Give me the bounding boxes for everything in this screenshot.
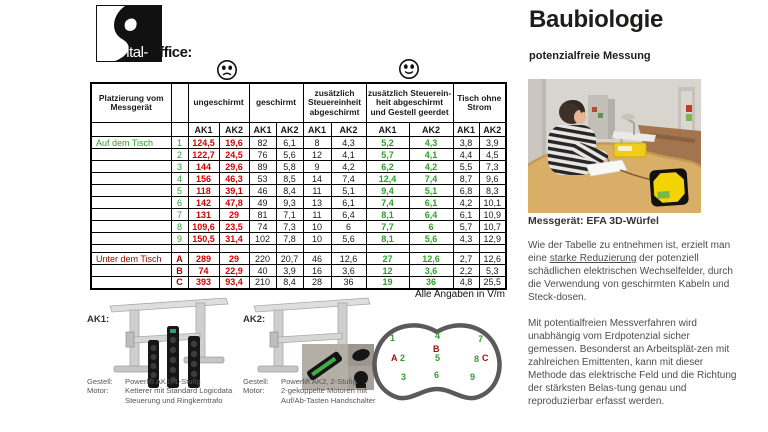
value-cell: 12 [366, 265, 409, 277]
table-spacer-row [91, 245, 506, 253]
table-row [91, 209, 506, 221]
value-cell: 4,3 [453, 233, 479, 245]
value-cell: 24,5 [219, 149, 249, 161]
happy-face-icon [398, 58, 420, 80]
value-cell: 6,1 [409, 197, 453, 209]
value-cell: 124,5 [188, 137, 219, 149]
table-row [91, 137, 506, 149]
table-row [91, 185, 506, 197]
ak2-spec [243, 377, 378, 405]
table-row [91, 149, 506, 161]
table-row [91, 161, 506, 173]
value-cell: 6,2 [366, 161, 409, 173]
page-subtitle: potenzialfreie Messung [529, 50, 651, 62]
value-cell: 81 [249, 209, 276, 221]
empty-cell [219, 245, 249, 253]
value-cell: 10 [303, 221, 331, 233]
value-cell: 122,7 [188, 149, 219, 161]
ak2-label: AK2: [243, 314, 266, 325]
value-cell: 12,6 [331, 253, 366, 265]
subheader-cell: AK2 [331, 123, 366, 137]
group-header-tisch-ohne-strom: Tisch ohne Strom [453, 83, 506, 123]
value-cell: 7,3 [276, 221, 303, 233]
value-cell: 220 [249, 253, 276, 265]
measurement-table-grid [90, 82, 507, 290]
position-cell: A [171, 253, 188, 265]
position-cell: B [171, 265, 188, 277]
position-marker-7: 7 [478, 334, 484, 344]
table-row [91, 253, 506, 265]
section-label-cell: Auf dem Tisch [91, 137, 171, 149]
value-cell: 8,5 [276, 173, 303, 185]
value-cell: 47,8 [219, 197, 249, 209]
value-cell: 6,1 [453, 209, 479, 221]
value-cell: 4,2 [331, 161, 366, 173]
desk-position-diagram [366, 316, 508, 412]
value-cell: 4,1 [409, 149, 453, 161]
value-cell: 3,8 [453, 137, 479, 149]
value-cell: 40 [249, 265, 276, 277]
subheader-cell: AK1 [303, 123, 331, 137]
value-cell: 5,1 [331, 185, 366, 197]
value-cell: 31,4 [219, 233, 249, 245]
position-cell: 2 [171, 149, 188, 161]
value-cell: 76 [249, 149, 276, 161]
value-cell: 4,2 [409, 161, 453, 173]
paragraph-1-underlined: starke Reduzierung [549, 253, 637, 264]
value-cell: 12,9 [479, 233, 506, 245]
logo-text [117, 44, 192, 61]
office-photo-illustration [528, 79, 701, 213]
value-cell: 14 [303, 173, 331, 185]
value-cell: 6,4 [409, 209, 453, 221]
value-cell: 6 [409, 221, 453, 233]
value-cell: 19,6 [219, 137, 249, 149]
value-cell: 36 [409, 277, 453, 289]
position-cell: 7 [171, 209, 188, 221]
value-cell: 25,5 [479, 277, 506, 289]
value-cell: 11 [303, 185, 331, 197]
group-header-ungeschirmt: ungeschirmt [188, 83, 249, 123]
section-label-cell [91, 233, 171, 245]
empty-cell [366, 245, 409, 253]
section-label-cell [91, 197, 171, 209]
value-cell: 144 [188, 161, 219, 173]
position-cell: 1 [171, 137, 188, 149]
position-marker-8: 8 [474, 354, 480, 364]
position-marker-B: B [433, 344, 440, 354]
ak1-gestell-value: Powerlift AK1, 1-Stufig [125, 377, 201, 386]
value-cell: 16 [303, 265, 331, 277]
position-marker-4: 4 [435, 331, 441, 341]
value-cell: 8,1 [366, 209, 409, 221]
empty-cell [188, 245, 219, 253]
value-cell: 5,6 [276, 149, 303, 161]
subheader-cell: AK1 [366, 123, 409, 137]
empty-cell [409, 245, 453, 253]
subheader-cell: AK2 [219, 123, 249, 137]
value-cell: 7,7 [366, 221, 409, 233]
empty-cell [303, 245, 331, 253]
value-cell: 210 [249, 277, 276, 289]
paragraph-1-before: Wie der Tabelle zu entnehmen ist, erzielt man eine [528, 240, 731, 264]
value-cell: 4,1 [331, 149, 366, 161]
value-cell: 7,3 [479, 161, 506, 173]
value-cell: 6,1 [331, 197, 366, 209]
table-row [91, 173, 506, 185]
value-cell: 39,1 [219, 185, 249, 197]
measurement-table [90, 82, 507, 290]
value-cell: 36 [331, 277, 366, 289]
value-cell: 3,9 [479, 137, 506, 149]
ak2-motor-value: 2-gekoppelte Motoren mit Auf/Ab-Tasten Handschalter [281, 386, 376, 405]
value-cell: 9,6 [479, 173, 506, 185]
section-label-cell: Unter dem Tisch [91, 253, 171, 265]
value-cell: 8,4 [276, 277, 303, 289]
value-cell: 156 [188, 173, 219, 185]
value-cell: 5,2 [366, 137, 409, 149]
empty-cell [331, 245, 366, 253]
value-cell: 53 [249, 173, 276, 185]
position-cell: 8 [171, 221, 188, 233]
value-cell: 4,8 [453, 277, 479, 289]
ak2-gestell-label: Gestell: [243, 377, 269, 386]
value-cell: 131 [188, 209, 219, 221]
value-cell: 5,5 [453, 161, 479, 173]
ak2-gestell-value: Powerlift AK2, 2-Stufig [281, 377, 357, 386]
section-label-cell [91, 149, 171, 161]
value-cell: 8,1 [366, 233, 409, 245]
value-cell: 7,1 [276, 209, 303, 221]
subheader-cell: AK1 [188, 123, 219, 137]
value-cell: 8 [303, 137, 331, 149]
ak2-motor-label: Motor: [243, 386, 265, 396]
value-cell: 6,4 [331, 209, 366, 221]
value-cell: 27 [366, 253, 409, 265]
measurement-photo [528, 79, 701, 213]
ak1-motor-label: Motor: [87, 386, 109, 396]
value-cell: 6,1 [276, 137, 303, 149]
value-cell: 7,4 [366, 197, 409, 209]
value-cell: 29 [219, 253, 249, 265]
sad-face-icon [216, 59, 238, 81]
empty-cell [453, 245, 479, 253]
value-cell: 118 [188, 185, 219, 197]
value-cell: 89 [249, 161, 276, 173]
value-cell: 3,6 [331, 265, 366, 277]
value-cell: 19 [366, 277, 409, 289]
value-cell: 7,8 [276, 233, 303, 245]
efa-cube-icon [651, 170, 687, 205]
value-cell: 4,5 [479, 149, 506, 161]
value-cell: 12,4 [366, 173, 409, 185]
paragraph-2: Mit potentialfreien Messverfahren wird unabhängig vom Erdpotenzial sicher gemessen. Besonderst an Arbeitsplät-zen mit zahlreichen Emittenten, kann mit dieser Methode das elektrische Feld und die Richtung der stärksten Belas-tung genau und reproduzierbar erfasst werden. [528, 318, 737, 407]
paragraph-1-after: der potenziell schädlichen elektrischen Wechselfelder, durch die Verwendung von geschirmten Kabeln und Steck-dosen. [528, 253, 733, 303]
subheader-cell: AK2 [479, 123, 506, 137]
position-cell: 3 [171, 161, 188, 173]
subheader-blank-cell [91, 123, 171, 137]
value-cell: 5,6 [409, 233, 453, 245]
value-cell: 289 [188, 253, 219, 265]
value-cell: 22,9 [219, 265, 249, 277]
position-marker-C: C [482, 353, 489, 363]
section-label-cell [91, 173, 171, 185]
logo-text-vital: Vital- [117, 44, 148, 61]
table-row [91, 233, 506, 245]
value-cell: 9,3 [276, 197, 303, 209]
empty-cell [91, 245, 171, 253]
value-cell: 3,6 [409, 265, 453, 277]
value-cell: 46 [303, 253, 331, 265]
ak1-spec [87, 377, 237, 405]
value-cell: 142 [188, 197, 219, 209]
value-cell: 82 [249, 137, 276, 149]
value-cell: 7,4 [409, 173, 453, 185]
value-cell: 74 [249, 221, 276, 233]
photo-caption: Messgerät: EFA 3D-Würfel [528, 215, 659, 227]
value-cell: 393 [188, 277, 219, 289]
group-header-gestell-geerdet: zusätzlich Steuerein- heit abgeschirmt und Gestell geerdet [366, 83, 453, 123]
value-cell: 28 [303, 277, 331, 289]
group-header-geschirmt: geschirmt [249, 83, 303, 123]
value-cell: 10,1 [479, 197, 506, 209]
table-row [91, 265, 506, 277]
section-label-cell [91, 265, 171, 277]
section-label-cell [91, 209, 171, 221]
position-marker-5: 5 [435, 353, 441, 363]
position-cell: 5 [171, 185, 188, 197]
empty-cell [171, 245, 188, 253]
value-cell: 5,3 [479, 265, 506, 277]
position-marker-1: 1 [390, 333, 396, 343]
value-cell: 4,3 [409, 137, 453, 149]
subheader-blank-cell [171, 123, 188, 137]
value-cell: 6 [331, 221, 366, 233]
value-cell: 7,4 [331, 173, 366, 185]
empty-cell [479, 245, 506, 253]
group-header-steuereinheit-abgeschirmt: zusätzlich Steuereinheit abgeschirmt [303, 83, 366, 123]
value-cell: 5,8 [276, 161, 303, 173]
value-cell: 150,5 [188, 233, 219, 245]
value-cell: 4,3 [331, 137, 366, 149]
empty-cell [249, 245, 276, 253]
value-cell: 2,7 [453, 253, 479, 265]
table-row [91, 197, 506, 209]
position-cell: 9 [171, 233, 188, 245]
table-subheader-row [91, 123, 506, 137]
value-cell: 5,1 [409, 185, 453, 197]
position-cell: 4 [171, 173, 188, 185]
vital-office-logo [96, 5, 192, 62]
empty-cell [276, 245, 303, 253]
value-cell: 5,6 [331, 233, 366, 245]
value-cell: 46,3 [219, 173, 249, 185]
position-marker-9: 9 [470, 372, 476, 382]
value-cell: 12 [303, 149, 331, 161]
position-marker-2: 2 [400, 353, 406, 363]
position-marker-3: 3 [401, 372, 407, 382]
ak1-label: AK1: [87, 314, 110, 325]
corner-header: Platzierung vom Messgerät [91, 83, 171, 123]
position-marker-A: A [391, 353, 398, 363]
value-cell: 5,7 [453, 221, 479, 233]
position-cell: 6 [171, 197, 188, 209]
value-cell: 46 [249, 185, 276, 197]
value-cell: 8,4 [276, 185, 303, 197]
value-cell: 3,9 [276, 265, 303, 277]
value-cell: 102 [249, 233, 276, 245]
position-column-header [171, 83, 188, 123]
subheader-cell: AK1 [249, 123, 276, 137]
value-cell: 8,3 [479, 185, 506, 197]
table-row [91, 221, 506, 233]
logo-text-office: Office: [147, 44, 192, 61]
value-cell: 109,6 [188, 221, 219, 233]
value-cell: 49 [249, 197, 276, 209]
paragraph-1 [528, 239, 740, 304]
value-cell: 12,6 [409, 253, 453, 265]
position-cell: C [171, 277, 188, 289]
value-cell: 23,5 [219, 221, 249, 233]
value-cell: 9 [303, 161, 331, 173]
value-cell: 4,4 [453, 149, 479, 161]
section-label-cell [91, 185, 171, 197]
ak1-motor-value: Ketterer mit Standard Logicdata Steuerung und Ringkerntrafo [125, 386, 233, 405]
value-cell: 5,7 [366, 149, 409, 161]
section-label-cell [91, 221, 171, 233]
subheader-cell: AK2 [276, 123, 303, 137]
value-cell: 10,9 [479, 209, 506, 221]
position-marker-6: 6 [434, 370, 440, 380]
value-cell: 12,6 [479, 253, 506, 265]
value-cell: 20,7 [276, 253, 303, 265]
table-row [91, 277, 506, 289]
subheader-cell: AK2 [409, 123, 453, 137]
section-label-cell [91, 161, 171, 173]
subheader-cell: AK1 [453, 123, 479, 137]
unit-note: Alle Angaben in V/m [414, 289, 505, 300]
value-cell: 13 [303, 197, 331, 209]
page-title: Baubiologie [529, 6, 664, 33]
value-cell: 9,4 [366, 185, 409, 197]
table-group-header-row [91, 83, 506, 123]
ak1-gestell-label: Gestell: [87, 377, 113, 386]
value-cell: 74 [188, 265, 219, 277]
table-body [91, 137, 506, 289]
value-cell: 93,4 [219, 277, 249, 289]
value-cell: 11 [303, 209, 331, 221]
value-cell: 2,2 [453, 265, 479, 277]
value-cell: 10,7 [479, 221, 506, 233]
value-cell: 6,8 [453, 185, 479, 197]
value-cell: 10 [303, 233, 331, 245]
section-label-cell [91, 277, 171, 289]
value-cell: 4,2 [453, 197, 479, 209]
value-cell: 29 [219, 209, 249, 221]
value-cell: 8,7 [453, 173, 479, 185]
value-cell: 29,6 [219, 161, 249, 173]
